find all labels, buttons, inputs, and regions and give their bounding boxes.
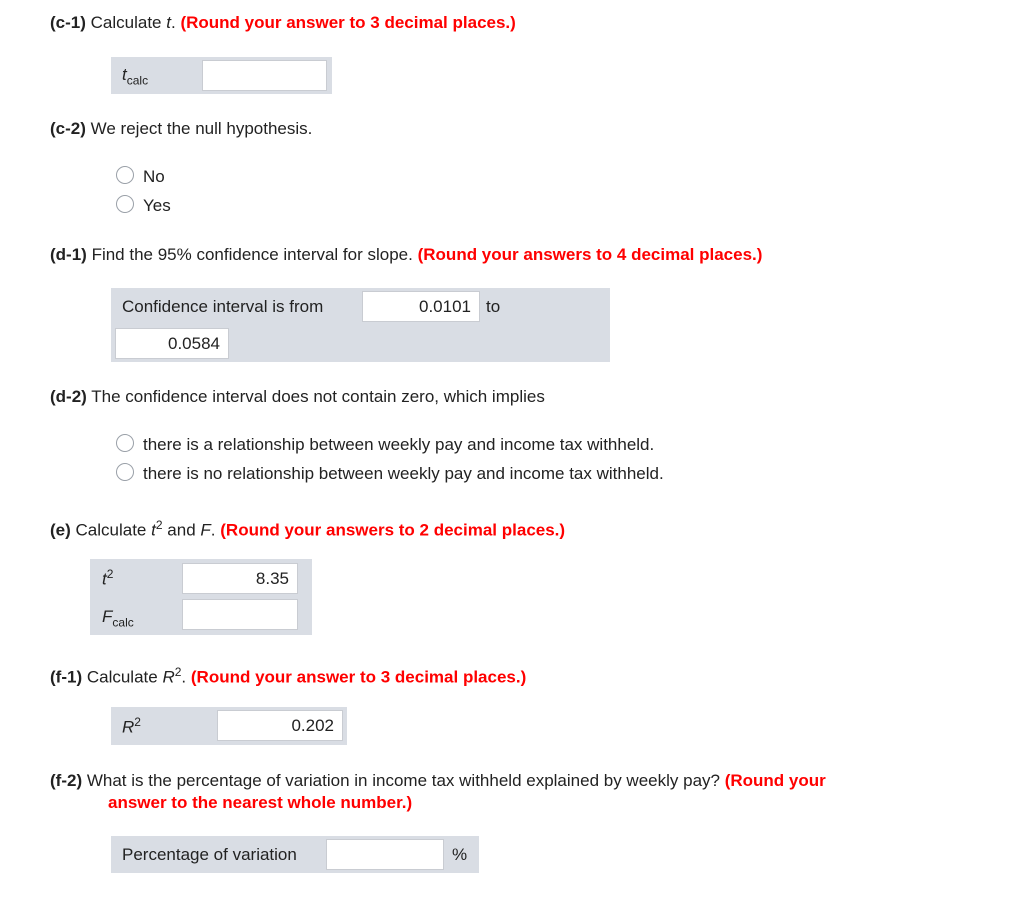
- r-squared-input[interactable]: [217, 710, 343, 741]
- question-text: What is the percentage of variation in income tax withheld explained by weekly pay?: [86, 771, 720, 790]
- rounding-instruction-b: answer to the nearest whole number.): [108, 793, 413, 812]
- label-var: t: [102, 569, 107, 589]
- question-f2: [50, 771, 826, 791]
- variable-f: F: [200, 520, 211, 540]
- rounding-instruction: (Round your answers to 2 decimal places.): [220, 520, 566, 540]
- variable-r: R: [162, 667, 175, 687]
- question-d2: [50, 387, 545, 407]
- superscript: 2: [174, 665, 182, 679]
- ci-from-label: Confidence interval is from: [122, 297, 324, 316]
- conjunction: and: [167, 520, 196, 540]
- question-text: Calculate: [75, 520, 147, 540]
- tcalc-label: [122, 65, 148, 87]
- fcalc-label: [102, 607, 134, 629]
- part-label: (c-1): [50, 13, 86, 32]
- rounding-instruction: (Round your answer to 3 decimal places.): [190, 667, 527, 687]
- t-squared-label: [102, 567, 113, 590]
- percentage-input[interactable]: [326, 839, 444, 870]
- rounding-instruction: (Round your answer to 3 decimal places.): [180, 13, 516, 32]
- option-yes-label: Yes: [143, 196, 171, 215]
- part-label: (e): [50, 520, 71, 540]
- question-c2: [50, 119, 312, 139]
- option-no-relationship-label: there is no relationship between weekly pay and income tax withheld.: [143, 464, 664, 483]
- question-d1: [50, 245, 762, 265]
- radio-relationship[interactable]: [116, 434, 134, 452]
- answer-panel-f2: [111, 836, 479, 873]
- question-text: We reject the null hypothesis.: [90, 119, 313, 138]
- percent-unit: %: [452, 845, 468, 864]
- question-text: Calculate: [86, 667, 158, 687]
- punctuation: .: [170, 13, 176, 32]
- part-label: (d-1): [50, 245, 87, 264]
- label-sub: calc: [112, 615, 134, 630]
- superscript: 2: [155, 518, 163, 532]
- question-text: The confidence interval does not contain zero, which implies: [91, 387, 545, 406]
- variable-t: t: [166, 13, 171, 32]
- r-squared-label: [122, 715, 141, 738]
- part-label: (f-1): [50, 667, 83, 687]
- question-f1: [50, 665, 526, 688]
- part-label: (c-2): [50, 119, 86, 138]
- question-text: Find the 95% confidence interval for slope.: [91, 245, 413, 264]
- label-sup: 2: [134, 715, 141, 729]
- t-squared-input[interactable]: [182, 563, 298, 594]
- tcalc-input[interactable]: [202, 60, 327, 91]
- ci-to-label: to: [486, 297, 501, 316]
- question-e: [50, 518, 565, 541]
- rounding-instruction: (Round your answers to 4 decimal places.): [417, 245, 763, 264]
- label-var: t: [122, 65, 127, 84]
- label-var: F: [102, 607, 113, 626]
- question-c1: [50, 13, 516, 33]
- question-f2-line2: [108, 793, 412, 813]
- part-label: (f-2): [50, 771, 83, 790]
- answer-panel-d1: [111, 288, 610, 362]
- rounding-instruction-a: (Round your: [724, 771, 826, 790]
- fcalc-input[interactable]: [182, 599, 298, 630]
- answer-panel-e: [90, 559, 312, 635]
- label-sup: 2: [106, 567, 114, 581]
- option-relationship-label: there is a relationship between weekly pay and income tax withheld.: [143, 435, 655, 454]
- punctuation: .: [181, 667, 187, 687]
- punctuation: .: [210, 520, 216, 540]
- label-var: R: [122, 717, 135, 737]
- question-text: Calculate: [90, 13, 162, 32]
- option-no-label: No: [143, 167, 165, 186]
- label-sub: calc: [126, 73, 149, 88]
- variable-t: t: [151, 520, 156, 540]
- ci-lower-input[interactable]: [362, 291, 480, 322]
- radio-yes[interactable]: [116, 195, 134, 213]
- ci-upper-input[interactable]: [115, 328, 229, 359]
- radio-no[interactable]: [116, 166, 134, 184]
- radio-no-relationship[interactable]: [116, 463, 134, 481]
- part-label: (d-2): [50, 387, 87, 406]
- percentage-label: Percentage of variation: [122, 845, 297, 864]
- answer-panel-c1: [111, 57, 332, 94]
- answer-panel-f1: [111, 707, 347, 745]
